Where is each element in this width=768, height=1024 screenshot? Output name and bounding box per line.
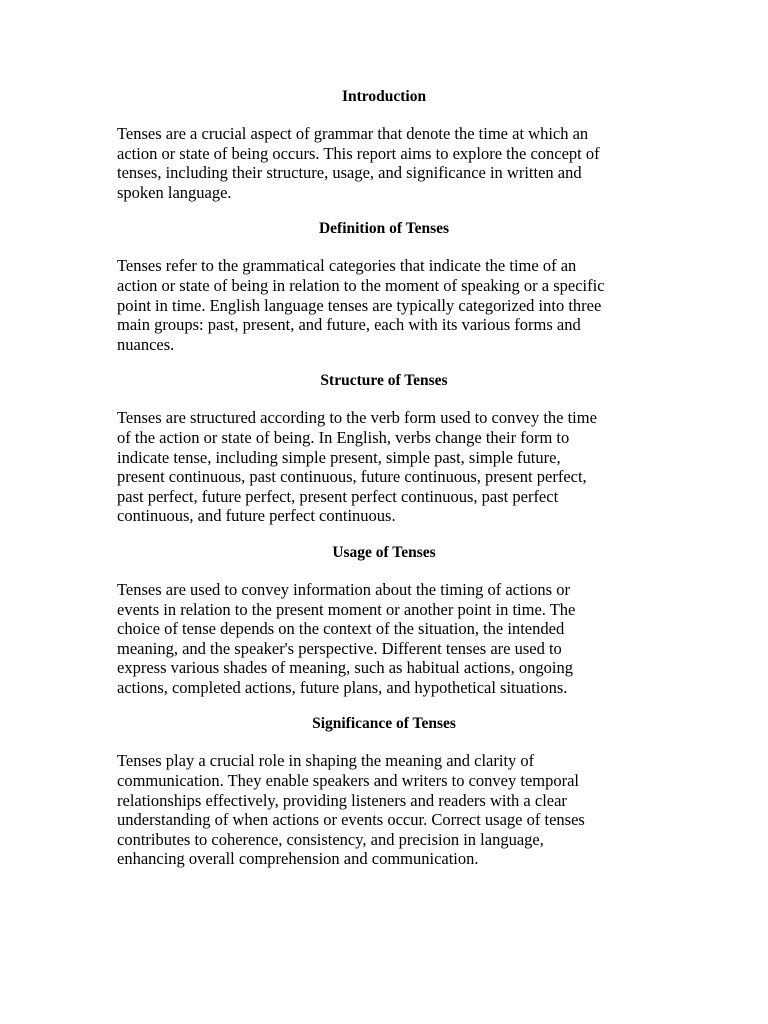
section-significance	[117, 713, 651, 869]
section-paragraph: Tenses are a crucial aspect of grammar that denote the time at which an action or state of being occurs. This report aims to explore the concept of tenses, including their structure, usage, and significance in written and spoken language.	[117, 124, 600, 202]
section-paragraph: Tenses refer to the grammatical categories that indicate the time of an action or state of being in relation to the moment of speaking or a specific point in time. English language tenses are typically categorized into three main groups: past, present, and future, each with its various forms and nuances.	[117, 256, 605, 354]
section-heading: Introduction	[341, 88, 427, 105]
section-heading: Definition of Tenses	[318, 220, 450, 238]
section-heading: Usage of Tenses	[332, 543, 436, 561]
document-page	[117, 86, 651, 885]
section-heading: Significance of Tenses	[312, 715, 456, 733]
section-usage	[117, 542, 651, 698]
section-paragraph: Tenses are structured according to the verb form used to convey the time of the action or state of being. In English, verbs change their form to indicate tense, including simple present, simple past, simple future, present continuous, past continuous, future continuous, present perfect, past perfect, future perfect, present perfect continuous, past perfect continuous, and future perfect continuous.	[117, 408, 597, 526]
section-heading: Structure of Tenses	[320, 372, 448, 390]
section-paragraph: Tenses are used to convey information about the timing of actions or events in relation to the present moment or another point in time. The choice of tense depends on the context of the situation, the intended meaning, and the speaker's perspective. Different tenses are used to express various shades of meaning, such as habitual actions, ongoing actions, completed actions, future plans, and hypothetical situations.	[117, 579, 576, 697]
section-structure	[117, 370, 651, 526]
section-definition	[117, 218, 651, 354]
section-introduction	[117, 86, 651, 202]
section-paragraph: Tenses play a crucial role in shaping the meaning and clarity of communication. They enable speakers and writers to convey temporal relationships effectively, providing listeners and readers with a clear understanding of when actions or events occur. Correct usage of tenses contributes to coherence, consistency, and precision in language, enhancing overall comprehension and communication.	[117, 751, 585, 869]
